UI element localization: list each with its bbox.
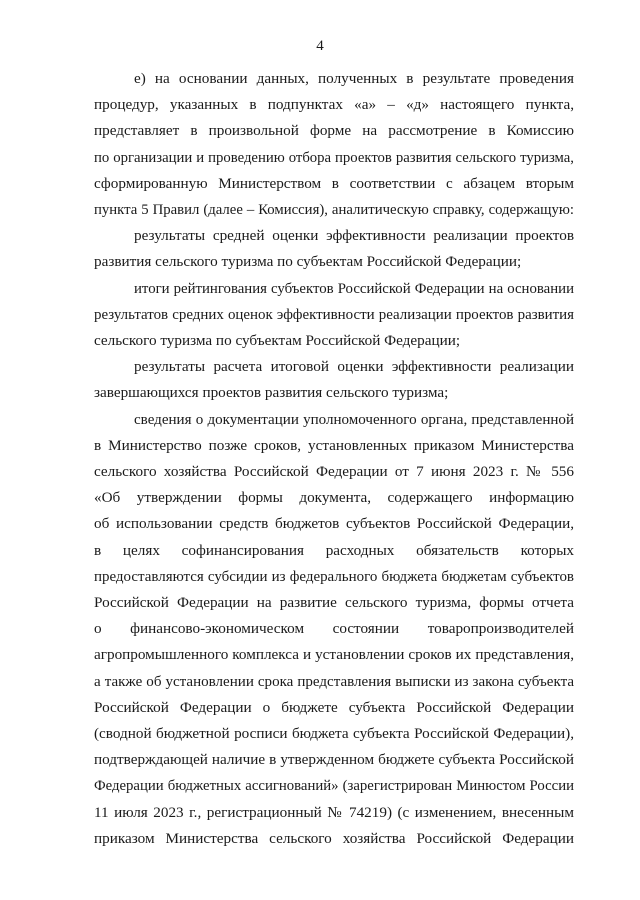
text-line: сельского туризма по субъектам Российской Федерации; xyxy=(94,332,461,350)
text-line: в целях софинансирования расходных обязательств которых xyxy=(94,541,574,559)
paragraph-rating-results xyxy=(94,276,574,355)
text-line: по организации и проведению отбора проектов развития сельского туризма, xyxy=(94,149,574,166)
text-line: приказом Министерства сельского хозяйства Российской Федерации xyxy=(94,829,574,847)
paragraph-final-assessment xyxy=(94,354,574,406)
text-line: об использовании средств бюджетов субъектов Российской Федерации, xyxy=(94,515,574,533)
text-line: «Об утверждении формы документа, содержащего информацию xyxy=(94,489,574,507)
text-line: а также об установлении срока представления выписки из закона субъекта xyxy=(94,673,574,690)
paragraph-item-e xyxy=(94,66,574,223)
text-line: итоги рейтингования субъектов Российской Федерации на основании xyxy=(134,280,574,297)
text-line: завершающихся проектов развития сельского туризма; xyxy=(94,384,449,402)
text-line: Российской Федерации о бюджете субъекта Российской Федерации xyxy=(94,698,574,716)
text-line: сведения о документации уполномоченного органа, представленной xyxy=(134,411,574,428)
document-body xyxy=(94,66,574,852)
text-line: пункта 5 Правил (далее – Комиссия), аналитическую справку, содержащую: xyxy=(94,202,574,219)
text-line: подтверждающей наличие в утвержденном бюджете субъекта Российской xyxy=(94,751,574,769)
text-line: результаты расчета итоговой оценки эффективности реализации xyxy=(134,358,574,376)
paragraph-late-documentation xyxy=(94,407,574,852)
text-line: о финансово-экономическом состоянии товаропроизводителей xyxy=(94,620,574,638)
text-line: Федерации бюджетных ассигнований» (зарегистрирован Минюстом России xyxy=(94,778,574,795)
page-number: 4 xyxy=(316,38,324,54)
text-line: представляет в произвольной форме на рассмотрение в Комиссию xyxy=(94,122,574,140)
text-line: (сводной бюджетной росписи бюджета субъекта Российской Федерации), xyxy=(94,725,574,743)
text-line: 11 июля 2023 г., регистрационный № 74219) (с изменением, внесенным xyxy=(94,803,574,821)
text-line: развития сельского туризма по субъектам Российской Федерации; xyxy=(94,253,522,271)
text-line: е) на основании данных, полученных в результате проведения xyxy=(134,70,574,87)
text-line: результаты средней оценки эффективности реализации проектов xyxy=(134,227,574,245)
text-line: сельского хозяйства Российской Федерации от 7 июня 2023 г. № 556 xyxy=(94,463,574,481)
text-line: процедур, указанных в подпунктах «а» – «д» настоящего пункта, xyxy=(94,96,574,114)
text-line: результатов средних оценок эффективности реализации проектов развития xyxy=(94,306,574,323)
paragraph-average-assessment xyxy=(94,223,574,275)
text-line: предоставляются субсидии из федерального бюджета бюджетам субъектов xyxy=(94,568,574,585)
text-line: в Министерство позже сроков, установленных приказом Министерства xyxy=(94,436,574,454)
text-line: агропромышленного комплекса и установлении сроков их представления, xyxy=(94,646,574,664)
text-line: Российской Федерации на развитие сельского туризма, формы отчета xyxy=(94,594,574,612)
text-line: сформированную Министерством в соответствии с абзацем вторым xyxy=(94,174,574,192)
